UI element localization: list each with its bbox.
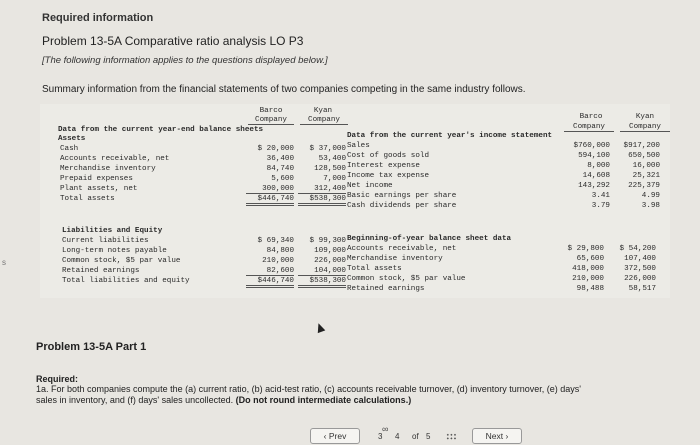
liab-rows-value-b: $ 99,300 (309, 237, 346, 245)
company-b-name: Kyan (313, 107, 333, 115)
assets-rows-value-b: 7,000 (323, 175, 346, 183)
assets-rows-value-a: 84,740 (266, 165, 294, 173)
page-of: of (412, 432, 419, 441)
income-rows-label: Sales (347, 142, 370, 150)
income-rows-value-a: 3.41 (591, 192, 610, 200)
income-company-a-name: Barco (579, 113, 603, 121)
liab-rows-label: Total liabilities and equity (62, 277, 190, 285)
instruction-line-2 (36, 395, 411, 405)
begin-rows-label: Merchandise inventory (347, 255, 443, 263)
chevron-left-icon: ‹ (323, 431, 327, 441)
link-icon: ∞ (382, 424, 389, 434)
liab-rows-label: Long-term notes payable (62, 247, 167, 255)
assets-rows-label: Merchandise inventory (60, 165, 156, 173)
company-b-word: Company (300, 116, 348, 125)
income-rows-value-b: 25,321 (632, 172, 660, 180)
income-rows-value-b: 225,379 (628, 182, 660, 190)
income-rows-value-a: 594,100 (578, 152, 610, 160)
income-rows-label: Basic earnings per share (347, 192, 457, 200)
assets-rows-value-a: $ 20,000 (257, 145, 294, 153)
liab-rows-value-a: $ 69,340 (257, 237, 294, 245)
income-rows-value-a: 8,000 (587, 162, 610, 170)
assets-rows-value-b: 53,400 (318, 155, 346, 163)
summary-text: Summary information from the financial statements of two companies competing in the same industry follows. (42, 84, 526, 95)
page-total: 5 (426, 432, 431, 441)
next-label: Next (485, 431, 504, 441)
instruction-line-1: 1a. For both companies compute the (a) current ratio, (b) acid-test ratio, (c) accounts receivable turnover, (d) inventory turnover, (e) days' (36, 384, 581, 394)
begin-rows-value-b: 107,400 (624, 255, 656, 263)
liab-rows-value-a: 84,800 (266, 247, 294, 255)
income-rows-value-b: 4.99 (641, 192, 660, 200)
begin-rows-value-b: 58,517 (628, 285, 656, 293)
instruction-line-2-text: sales in inventory, and (f) days' sales uncollected. (36, 395, 234, 405)
liab-rows-value-a: 82,600 (246, 267, 294, 276)
liab-rows-value-b: 109,000 (314, 247, 346, 255)
income-rows-value-b: 650,500 (628, 152, 660, 160)
assets-rows-label: Total assets (60, 195, 115, 203)
prev-label: Prev (328, 431, 347, 441)
required-information-label: Required information (42, 12, 154, 24)
instruction-bold: (Do not round intermediate calculations.) (235, 395, 412, 405)
liab-rows-value-b: $538,300 (298, 277, 346, 288)
company-a-name: Barco (259, 107, 283, 115)
begin-rows-label: Total assets (347, 265, 402, 273)
begin-rows-value-a: 98,488 (576, 285, 604, 293)
page-current[interactable]: 3 (378, 432, 383, 441)
liabilities-label: Liabilities and Equity (62, 227, 163, 235)
income-company-a-word: Company (564, 123, 614, 132)
begin-rows-label: Retained earnings (347, 285, 425, 293)
financial-data-table (40, 104, 670, 298)
liab-rows-label: Retained earnings (62, 267, 140, 275)
begin-rows-value-b: 372,500 (624, 265, 656, 273)
liab-rows-label: Common stock, $5 par value (62, 257, 181, 265)
assets-rows-label: Prepaid expenses (60, 175, 133, 183)
assets-rows-value-a: 5,600 (271, 175, 294, 183)
begin-rows-label: Accounts receivable, net (347, 245, 457, 253)
begin-rows-label: Common stock, $5 par value (347, 275, 466, 283)
begin-rows-value-b: $ 54,200 (619, 245, 656, 253)
begin-rows-value-a: 65,600 (576, 255, 604, 263)
edge-mark: s (2, 258, 6, 267)
info-note: [The following information applies to the questions displayed below.] (42, 55, 328, 66)
liab-rows-value-a: $446,740 (246, 277, 294, 288)
assets-rows-value-b: $538,300 (298, 195, 346, 206)
mouse-cursor (315, 322, 326, 333)
income-rows-value-a: 3.79 (591, 202, 610, 210)
begin-rows-value-b: 226,000 (624, 275, 656, 283)
part-title: Problem 13-5A Part 1 (36, 341, 147, 353)
balance-sheet-heading: Data from the current year-end balance sheets (58, 126, 264, 134)
income-statement-heading: Data from the current year's income statement (347, 132, 553, 140)
assets-rows-label: Cash (60, 145, 79, 153)
income-rows-label: Cost of goods sold (347, 152, 430, 160)
problem-title: Problem 13-5A Comparative ratio analysis LO P3 (42, 34, 304, 48)
income-rows-value-b: $917,200 (623, 142, 660, 150)
assets-label: Assets (58, 135, 86, 143)
income-rows-value-a: 143,292 (578, 182, 610, 190)
liab-rows-value-b: 226,000 (314, 257, 346, 265)
income-rows-value-b: 16,000 (632, 162, 660, 170)
assets-rows-value-b: 128,500 (314, 165, 346, 173)
income-company-b-word: Company (620, 123, 670, 132)
income-rows-label: Net income (347, 182, 393, 190)
page-next[interactable]: 4 (395, 432, 400, 441)
begin-rows-value-a: 210,000 (572, 275, 604, 283)
assets-rows-label: Plant assets, net (60, 185, 138, 193)
assets-rows-label: Accounts receivable, net (60, 155, 170, 163)
income-rows-label: Income tax expense (347, 172, 430, 180)
begin-rows-value-a: 418,000 (572, 265, 604, 273)
income-rows-label: Interest expense (347, 162, 420, 170)
grid-icon[interactable] (446, 433, 457, 441)
liab-rows-label: Current liabilities (62, 237, 149, 245)
assets-rows-value-b: $ 37,000 (309, 145, 346, 153)
liab-rows-value-b: 104,000 (298, 267, 346, 276)
assets-rows-value-a: 300,000 (246, 185, 294, 194)
chevron-right-icon: › (505, 431, 509, 441)
required-label: Required: (36, 374, 79, 384)
begin-rows-value-a: $ 29,800 (567, 245, 604, 253)
income-rows-value-b: 3.98 (641, 202, 660, 210)
income-rows-label: Cash dividends per share (347, 202, 457, 210)
income-company-b-name: Kyan (635, 113, 655, 121)
assets-rows-value-a: 36,400 (266, 155, 294, 163)
assets-rows-value-a: $446,740 (246, 195, 294, 206)
next-button[interactable] (472, 428, 522, 444)
company-a-word: Company (248, 116, 294, 125)
pagination-bar (300, 424, 530, 445)
liab-rows-value-a: 210,000 (262, 257, 294, 265)
prev-button[interactable] (310, 428, 360, 444)
beginning-balance-heading: Beginning-of-year balance sheet data (347, 235, 512, 243)
assets-rows-value-b: 312,400 (298, 185, 346, 194)
income-rows-value-a: 14,608 (582, 172, 610, 180)
income-rows-value-a: $760,000 (573, 142, 610, 150)
